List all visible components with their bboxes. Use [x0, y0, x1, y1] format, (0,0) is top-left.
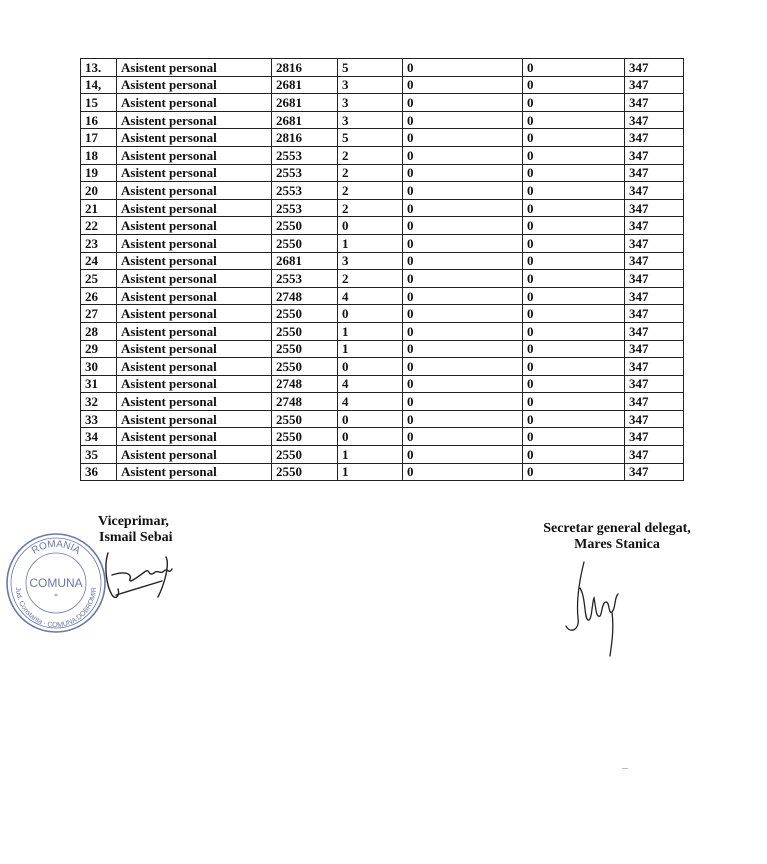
row-number: 25 [81, 270, 117, 288]
row-value-a: 0 [403, 146, 523, 164]
row-number: 29 [81, 340, 117, 358]
row-grade: 2 [338, 146, 403, 164]
row-salary: 2550 [272, 463, 338, 481]
viceprimar-signature-block [98, 514, 173, 546]
row-function: Asistent personal [117, 287, 272, 305]
row-grade: 0 [338, 410, 403, 428]
row-value-b: 0 [523, 463, 625, 481]
row-value-b: 0 [523, 129, 625, 147]
table-row [81, 59, 684, 77]
row-value-a: 0 [403, 199, 523, 217]
row-grade: 5 [338, 59, 403, 77]
row-number: 34 [81, 428, 117, 446]
row-salary: 2553 [272, 199, 338, 217]
table-row [81, 129, 684, 147]
row-grade: 0 [338, 305, 403, 323]
row-salary: 2748 [272, 287, 338, 305]
row-number: 26 [81, 287, 117, 305]
row-number: 14, [81, 76, 117, 94]
row-value-a: 0 [403, 94, 523, 112]
row-number: 13. [81, 59, 117, 77]
row-amount: 347 [625, 375, 684, 393]
salary-table [80, 58, 684, 481]
row-amount: 347 [625, 76, 684, 94]
row-salary: 2681 [272, 94, 338, 112]
row-number: 35 [81, 446, 117, 464]
viceprimar-title: Viceprimar, [98, 514, 169, 529]
row-value-a: 0 [403, 428, 523, 446]
row-value-a: 0 [403, 252, 523, 270]
row-salary: 2681 [272, 76, 338, 94]
row-value-b: 0 [523, 393, 625, 411]
row-function: Asistent personal [117, 182, 272, 200]
row-value-b: 0 [523, 234, 625, 252]
row-number: 19 [81, 164, 117, 182]
row-value-b: 0 [523, 76, 625, 94]
row-function: Asistent personal [117, 59, 272, 77]
row-salary: 2816 [272, 129, 338, 147]
row-function: Asistent personal [117, 146, 272, 164]
row-value-a: 0 [403, 234, 523, 252]
row-amount: 347 [625, 94, 684, 112]
row-salary: 2550 [272, 305, 338, 323]
row-amount: 347 [625, 463, 684, 481]
row-amount: 347 [625, 305, 684, 323]
row-grade: 1 [338, 234, 403, 252]
salary-table-body [81, 59, 684, 481]
row-value-b: 0 [523, 59, 625, 77]
row-value-a: 0 [403, 129, 523, 147]
row-value-a: 0 [403, 270, 523, 288]
row-value-b: 0 [523, 111, 625, 129]
row-amount: 347 [625, 234, 684, 252]
row-number: 33 [81, 410, 117, 428]
row-value-b: 0 [523, 94, 625, 112]
row-grade: 3 [338, 252, 403, 270]
table-row [81, 252, 684, 270]
row-value-a: 0 [403, 393, 523, 411]
row-function: Asistent personal [117, 340, 272, 358]
table-row [81, 375, 684, 393]
table-row [81, 199, 684, 217]
row-value-b: 0 [523, 428, 625, 446]
row-function: Asistent personal [117, 164, 272, 182]
row-value-a: 0 [403, 463, 523, 481]
secretar-signature-block [527, 521, 707, 553]
row-amount: 347 [625, 182, 684, 200]
row-salary: 2748 [272, 393, 338, 411]
row-amount: 347 [625, 164, 684, 182]
table-row [81, 305, 684, 323]
row-value-b: 0 [523, 252, 625, 270]
row-salary: 2550 [272, 234, 338, 252]
row-value-b: 0 [523, 375, 625, 393]
table-row [81, 76, 684, 94]
row-number: 15 [81, 94, 117, 112]
row-grade: 3 [338, 111, 403, 129]
row-number: 20 [81, 182, 117, 200]
row-function: Asistent personal [117, 305, 272, 323]
row-value-b: 0 [523, 358, 625, 376]
table-row [81, 182, 684, 200]
row-grade: 1 [338, 446, 403, 464]
secretar-title: Secretar general delegat, [543, 521, 691, 536]
row-salary: 2553 [272, 164, 338, 182]
row-value-b: 0 [523, 146, 625, 164]
row-value-a: 0 [403, 217, 523, 235]
row-value-a: 0 [403, 358, 523, 376]
viceprimar-name: Ismail Sebai [99, 530, 173, 545]
row-grade: 1 [338, 322, 403, 340]
row-value-a: 0 [403, 182, 523, 200]
row-function: Asistent personal [117, 375, 272, 393]
table-row [81, 358, 684, 376]
row-salary: 2748 [272, 375, 338, 393]
row-salary: 2553 [272, 270, 338, 288]
row-value-a: 0 [403, 111, 523, 129]
row-value-b: 0 [523, 182, 625, 200]
row-salary: 2550 [272, 358, 338, 376]
row-value-a: 0 [403, 164, 523, 182]
row-value-a: 0 [403, 322, 523, 340]
stamp-top-text: ROMANIA [29, 538, 83, 557]
row-number: 22 [81, 217, 117, 235]
row-value-b: 0 [523, 164, 625, 182]
row-amount: 347 [625, 428, 684, 446]
row-salary: 2550 [272, 446, 338, 464]
row-function: Asistent personal [117, 393, 272, 411]
row-salary: 2550 [272, 340, 338, 358]
table-row [81, 446, 684, 464]
row-function: Asistent personal [117, 270, 272, 288]
row-grade: 5 [338, 129, 403, 147]
row-number: 30 [81, 358, 117, 376]
row-function: Asistent personal [117, 252, 272, 270]
row-grade: 4 [338, 287, 403, 305]
row-function: Asistent personal [117, 234, 272, 252]
table-row [81, 410, 684, 428]
row-salary: 2550 [272, 217, 338, 235]
row-salary: 2681 [272, 111, 338, 129]
row-number: 16 [81, 111, 117, 129]
row-salary: 2816 [272, 59, 338, 77]
table-row [81, 111, 684, 129]
row-amount: 347 [625, 252, 684, 270]
row-function: Asistent personal [117, 94, 272, 112]
row-grade: 1 [338, 340, 403, 358]
row-salary: 2550 [272, 428, 338, 446]
row-grade: 2 [338, 182, 403, 200]
row-grade: 1 [338, 463, 403, 481]
row-number: 27 [81, 305, 117, 323]
row-value-b: 0 [523, 410, 625, 428]
row-number: 21 [81, 199, 117, 217]
row-value-a: 0 [403, 375, 523, 393]
official-stamp [4, 531, 108, 635]
row-value-a: 0 [403, 59, 523, 77]
row-value-b: 0 [523, 287, 625, 305]
row-amount: 347 [625, 446, 684, 464]
row-function: Asistent personal [117, 199, 272, 217]
table-row [81, 217, 684, 235]
row-grade: 3 [338, 94, 403, 112]
row-grade: 3 [338, 76, 403, 94]
row-number: 31 [81, 375, 117, 393]
row-amount: 347 [625, 287, 684, 305]
row-grade: 2 [338, 199, 403, 217]
row-value-a: 0 [403, 446, 523, 464]
row-value-b: 0 [523, 340, 625, 358]
table-row [81, 340, 684, 358]
viceprimar-handwritten-signature [102, 545, 182, 605]
stamp-star-icon: * [54, 592, 58, 601]
row-amount: 347 [625, 199, 684, 217]
row-grade: 0 [338, 217, 403, 235]
row-grade: 4 [338, 375, 403, 393]
table-row [81, 287, 684, 305]
stamp-center-text: COMUNA [29, 576, 83, 590]
table-row [81, 428, 684, 446]
row-value-a: 0 [403, 305, 523, 323]
row-amount: 347 [625, 217, 684, 235]
table-row [81, 463, 684, 481]
row-value-b: 0 [523, 270, 625, 288]
row-value-b: 0 [523, 217, 625, 235]
row-amount: 347 [625, 358, 684, 376]
row-value-a: 0 [403, 76, 523, 94]
row-salary: 2550 [272, 322, 338, 340]
row-function: Asistent personal [117, 410, 272, 428]
row-amount: 347 [625, 322, 684, 340]
row-number: 17 [81, 129, 117, 147]
table-row [81, 393, 684, 411]
table-row [81, 94, 684, 112]
row-function: Asistent personal [117, 217, 272, 235]
row-value-a: 0 [403, 410, 523, 428]
row-amount: 347 [625, 340, 684, 358]
row-function: Asistent personal [117, 463, 272, 481]
row-value-a: 0 [403, 340, 523, 358]
row-amount: 347 [625, 111, 684, 129]
row-grade: 4 [338, 393, 403, 411]
row-function: Asistent personal [117, 428, 272, 446]
row-value-b: 0 [523, 199, 625, 217]
row-value-b: 0 [523, 446, 625, 464]
table-row [81, 322, 684, 340]
row-salary: 2553 [272, 182, 338, 200]
row-grade: 0 [338, 358, 403, 376]
table-row [81, 146, 684, 164]
row-function: Asistent personal [117, 76, 272, 94]
row-number: 36 [81, 463, 117, 481]
row-number: 32 [81, 393, 117, 411]
table-row [81, 164, 684, 182]
row-amount: 347 [625, 59, 684, 77]
row-amount: 347 [625, 270, 684, 288]
secretar-name: Mares Stanica [574, 537, 660, 552]
secretar-handwritten-signature [562, 558, 622, 658]
row-function: Asistent personal [117, 129, 272, 147]
row-grade: 2 [338, 164, 403, 182]
row-amount: 347 [625, 146, 684, 164]
scan-speck [622, 768, 628, 769]
row-value-a: 0 [403, 287, 523, 305]
row-amount: 347 [625, 393, 684, 411]
row-function: Asistent personal [117, 322, 272, 340]
row-value-b: 0 [523, 305, 625, 323]
row-grade: 2 [338, 270, 403, 288]
row-grade: 0 [338, 428, 403, 446]
row-number: 18 [81, 146, 117, 164]
row-function: Asistent personal [117, 358, 272, 376]
row-function: Asistent personal [117, 446, 272, 464]
table-row [81, 270, 684, 288]
row-salary: 2681 [272, 252, 338, 270]
row-function: Asistent personal [117, 111, 272, 129]
row-value-b: 0 [523, 322, 625, 340]
table-row [81, 234, 684, 252]
stamp-bottom-text: Jud. Constanta · COMUNA DOBROMIR [13, 586, 99, 630]
row-number: 28 [81, 322, 117, 340]
row-salary: 2553 [272, 146, 338, 164]
row-salary: 2550 [272, 410, 338, 428]
row-amount: 347 [625, 410, 684, 428]
row-number: 23 [81, 234, 117, 252]
row-amount: 347 [625, 129, 684, 147]
row-number: 24 [81, 252, 117, 270]
